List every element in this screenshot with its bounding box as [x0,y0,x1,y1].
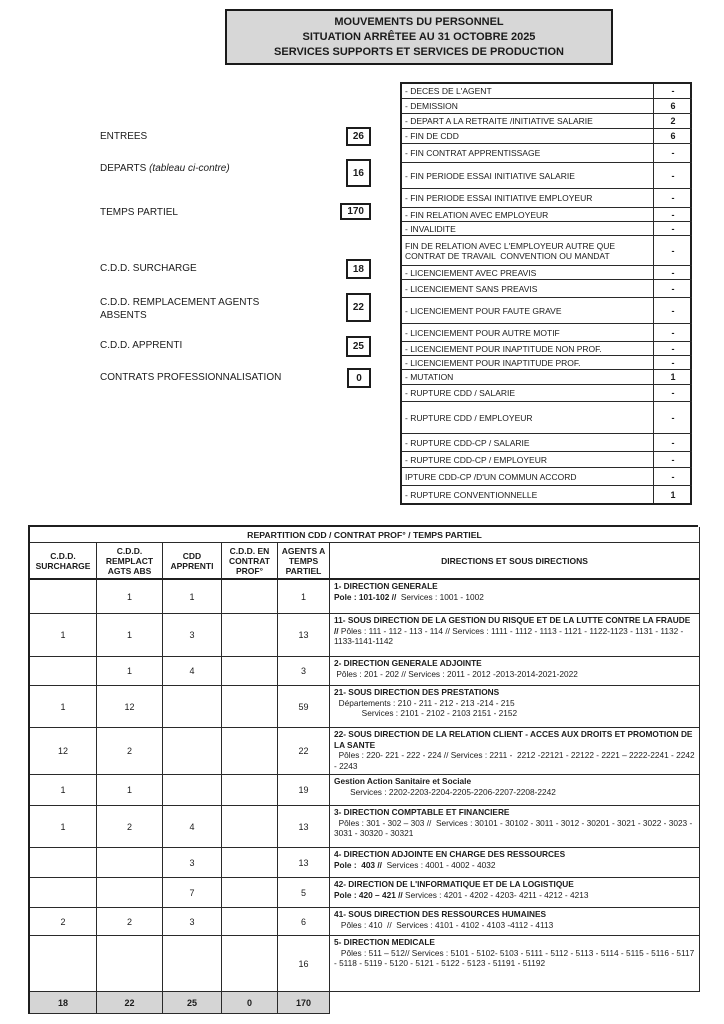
repartition-total-cell: 18 [30,992,97,1014]
summary-label [100,206,282,219]
departure-value: - [654,266,692,280]
repartition-direction-cell [330,686,700,728]
departure-label: - FIN PERIODE ESSAI INITIATIVE EMPLOYEUR [402,189,654,208]
summary-label-text: DEPARTS [100,163,147,174]
departure-value: - [654,434,692,452]
repartition-direction-cell [330,775,700,806]
summary-label-note: (tableau ci-contre) [146,163,230,174]
direction-name: 11- SOUS DIRECTION DE LA GESTION DU RISQUE ET DE LA LUTTE CONTRE LA FRAUDE // [334,615,691,636]
direction-detail-line [334,669,696,680]
summary-item [100,371,371,384]
repartition-count-cell: 2 [97,728,163,775]
summary-label-text: C.D.D. SURCHARGE [100,263,197,274]
summary-label [100,130,282,143]
repartition-direction-cell [330,657,700,686]
departure-label: - LICENCIEMENT POUR FAUTE GRAVE [402,298,654,324]
repartition-count-cell: 1 [30,775,97,806]
header-line-2: SITUATION ARRÊTEE AU 31 OCTOBRE 2025 [302,31,536,43]
repartition-count-cell: 2 [30,908,97,936]
repartition-count-cell: 1 [97,580,163,614]
repartition-total-cell: 22 [97,992,163,1014]
departure-label: - LICENCIEMENT POUR INAPTITUDE NON PROF. [402,342,654,356]
departure-value: - [654,324,692,342]
repartition-direction-cell [330,848,700,878]
departure-label: FIN DE RELATION AVEC L'EMPLOYEUR AUTRE QUE CONTRAT DE TRAVAIL CONVENTION OU MANDAT [402,236,654,266]
departure-value: 1 [670,489,676,500]
departure-value: - [654,342,692,356]
departure-label: - RUPTURE CDD / SALARIE [402,385,654,402]
repartition-count-cell [163,936,222,992]
summary-item [100,339,371,352]
departure-value: - [654,402,692,434]
summary-item [100,296,371,322]
departure-value: 6 [654,129,692,144]
direction-detail-text: Pôles : 201 - 202 // Services : 2011 - 2012 -2013-2014-2021-2022 [334,668,578,679]
repartition-count-cell: 13 [278,806,330,848]
departure-label: - RUPTURE CDD-CP / SALARIE [402,434,654,452]
summary-label [100,162,282,175]
departure-value: - [654,298,692,324]
summary-value-box: 22 [346,293,371,322]
direction-name: 41- SOUS DIRECTION DES RESSOURCES HUMAINES [334,909,547,919]
repartition-title: REPARTITION CDD / CONTRAT PROF° / TEMPS PARTIEL [30,527,700,543]
summary-value-box: 0 [347,368,371,388]
direction-detail-line [334,860,696,871]
departure-value: - [654,280,692,298]
summary-item [100,130,371,143]
direction-name: 4- DIRECTION ADJOINTE EN CHARGE DES RESSOURCES [334,849,566,859]
repartition-count-cell [97,878,163,908]
repartition-total-cell: 0 [222,992,278,1014]
repartition-count-cell: 59 [278,686,330,728]
summary-label [100,371,282,384]
departure-label: - FIN RELATION AVEC EMPLOYEUR [402,208,654,222]
departure-label: - MUTATION [402,370,654,385]
summary-label [100,262,282,275]
header-line-3: SERVICES SUPPORTS ET SERVICES DE PRODUCTION [274,46,564,58]
repartition-direction-cell [330,908,700,936]
summary-item [100,162,371,179]
direction-name: 5- DIRECTION MEDICALE [334,937,435,947]
direction-name: 1- DIRECTION GENERALE [334,581,438,591]
direction-detail-bold: Pole : 420 – 421 // [334,889,403,900]
repartition-count-cell [30,848,97,878]
repartition-count-cell: 2 [97,806,163,848]
direction-detail-line [334,890,696,901]
direction-detail-bold: Pole : 101-102 // [334,591,397,602]
summary-item [100,262,371,275]
departure-label: IPTURE CDD-CP /D'UN COMMUN ACCORD [402,468,654,486]
direction-detail-line [334,818,696,839]
summary-item [100,206,371,219]
repartition-count-cell: 1 [97,614,163,657]
departure-label: - RUPTURE CDD / EMPLOYEUR [402,402,654,434]
repartition-count-cell [222,878,278,908]
direction-detail-inline: Pôles : 111 - 112 - 113 - 114 // Services : 1111 - 1112 - 1113 - 1121 - 1122-1123 - 1131 - 1132 - 1133-1141-1142 [334,625,684,646]
departure-value: - [654,222,692,236]
direction-detail-line [334,708,696,719]
repartition-count-cell: 13 [278,614,330,657]
repartition-count-cell [30,657,97,686]
direction-detail-text: Services : 2202-2203-2204-2205-2206-2207-2208-2242 [334,786,556,797]
repartition-count-cell [97,848,163,878]
summary-label-text: TEMPS PARTIEL [100,207,178,218]
repartition-count-cell [222,848,278,878]
direction-name: 42- DIRECTION DE L'INFORMATIQUE ET DE LA LOGISTIQUE [334,879,574,889]
departure-value: 6 [654,99,692,114]
departure-label: - RUPTURE CONVENTIONNELLE [402,486,654,503]
direction-detail-text: Services : 2101 - 2102 - 2103 2151 - 2152 [334,708,518,718]
repartition-column-header-2: C.D.D. REMPLACT AGTS ABS [97,543,163,580]
departure-label: - FIN DE CDD [402,129,654,144]
departure-value: 2 [654,114,692,129]
summary-label-text: ENTREES [100,131,148,142]
direction-detail-text: Services : 1001 - 1002 [396,591,484,602]
repartition-count-cell: 3 [163,848,222,878]
departure-label: - LICENCIEMENT POUR AUTRE MOTIF [402,324,654,342]
repartition-count-cell: 1 [163,580,222,614]
repartition-count-cell [222,580,278,614]
repartition-count-cell [222,908,278,936]
repartition-column-header-1: C.D.D. SURCHARGE [30,543,97,580]
departure-value: - [654,208,692,222]
repartition-count-cell: 7 [163,878,222,908]
repartition-count-cell [163,686,222,728]
repartition-count-cell [222,775,278,806]
repartition-count-cell: 1 [97,657,163,686]
repartition-count-cell: 1 [30,614,97,657]
departure-value: - [654,385,692,402]
repartition-count-cell [30,580,97,614]
repartition-count-cell: 4 [163,657,222,686]
repartition-column-header-6: DIRECTIONS ET SOUS DIRECTIONS [330,543,700,580]
direction-detail-line [334,948,696,969]
direction-detail-line [334,920,696,931]
departure-label: - LICENCIEMENT AVEC PREAVIS [402,266,654,280]
direction-name: Gestion Action Sanitaire et Sociale [334,776,472,786]
repartition-count-cell: 3 [163,908,222,936]
repartition-count-cell [222,614,278,657]
repartition-empty-cell [330,992,700,1014]
departure-value: - [654,189,692,208]
departure-label: - LICENCIEMENT SANS PREAVIS [402,280,654,298]
repartition-count-cell: 19 [278,775,330,806]
repartition-count-cell: 2 [97,908,163,936]
repartition-total-cell: 170 [278,992,330,1014]
header-line-1: MOUVEMENTS DU PERSONNEL [334,16,504,28]
direction-name: 3- DIRECTION COMPTABLE ET FINANCIERE [334,807,510,817]
repartition-count-cell [222,936,278,992]
repartition-count-cell [222,806,278,848]
repartition-count-cell [163,728,222,775]
repartition-count-cell: 13 [278,848,330,878]
repartition-count-cell: 12 [30,728,97,775]
summary-value-box: 170 [340,203,371,220]
repartition-direction-cell [330,806,700,848]
summary-label-text: C.D.D. REMPLACEMENT AGENTS ABSENTS [100,297,260,321]
direction-name: 22- SOUS DIRECTION DE LA RELATION CLIENT - ACCES AUX DROITS ET PROMOTION DE LA SANTE [334,729,693,750]
departure-label: - FIN CONTRAT APPRENTISSAGE [402,144,654,163]
departure-value: 1 [654,370,692,385]
repartition-count-cell: 5 [278,878,330,908]
direction-detail-text: Pôles : 410 // Services : 4101 - 4102 - 4103 -4112 - 4113 [334,919,554,930]
departure-value: - [654,163,692,189]
direction-name: 2- DIRECTION GENERALE ADJOINTE [334,658,482,668]
direction-detail-line [334,592,696,603]
repartition-direction-cell [330,878,700,908]
summary-label [100,339,282,352]
departure-value: - [654,144,692,163]
departure-value: - [654,356,692,370]
repartition-count-cell [222,728,278,775]
repartition-count-cell [222,686,278,728]
repartition-count-cell [30,878,97,908]
summary-value-box: 16 [346,159,371,187]
departure-label: - DEPART A LA RETRAITE /INITIATIVE SALARIE [402,114,654,129]
repartition-count-cell [163,775,222,806]
direction-detail-text: Pôles : 220- 221 - 222 - 224 // Services : 2211 - 2212 -22121 - 22122 - 2221 – 2222-2241 - 2242 - 2243 [334,750,697,771]
repartition-count-cell: 1 [30,806,97,848]
repartition-count-cell: 1 [278,580,330,614]
departure-label: - RUPTURE CDD-CP / EMPLOYEUR [402,452,654,468]
repartition-table [28,525,698,1014]
repartition-direction-cell [330,580,700,614]
direction-name: 21- SOUS DIRECTION DES PRESTATIONS [334,687,500,697]
direction-detail-text: Départements : 210 - 211 - 212 - 213 -214 - 215 [334,697,515,708]
summary-label [100,296,282,322]
departures-table [400,82,692,505]
direction-detail-text: Services : 4201 - 4202 - 4203- 4211 - 4212 - 4213 [402,889,589,900]
direction-detail-line [334,750,696,771]
repartition-column-header-3: CDD APPRENTI [163,543,222,580]
repartition-direction-cell [330,728,700,775]
departure-label: - DECES DE L'AGENT [402,84,654,99]
repartition-count-cell: 4 [163,806,222,848]
repartition-count-cell [30,936,97,992]
departure-value: - [654,84,692,99]
repartition-count-cell [222,657,278,686]
departure-label: - LICENCIEMENT POUR INAPTITUDE PROF. [402,356,654,370]
repartition-direction-cell [330,936,700,992]
repartition-count-cell: 1 [30,686,97,728]
repartition-count-cell: 22 [278,728,330,775]
repartition-direction-cell [330,614,700,657]
direction-detail-text: Pôles : 511 – 512// Services : 5101 - 5102- 5103 - 5111 - 5112 - 5113 - 5114 - 5115 - 5116 - 5117 - 5118 - 5119 - 5120 - 5121 - 5122 - 5123 - 51191 - 51192 [334,947,697,968]
repartition-count-cell: 6 [278,908,330,936]
document-header [225,9,613,65]
departure-label: - INVALIDITE [402,222,654,236]
summary-value-box: 18 [346,259,371,279]
repartition-count-cell: 1 [97,775,163,806]
departure-label: - DEMISSION [402,99,654,114]
direction-detail-bold: Pole : 403 // [334,859,382,870]
direction-detail-text: Services : 4001 - 4002 - 4032 [381,859,496,870]
direction-detail-line [334,787,696,798]
departure-value: - [654,236,692,266]
repartition-count-cell: 12 [97,686,163,728]
repartition-count-cell: 16 [278,936,330,992]
repartition-column-header-4: C.D.D. EN CONTRAT PROF° [222,543,278,580]
repartition-column-header-5: AGENTS A TEMPS PARTIEL [278,543,330,580]
summary-label-text: CONTRATS PROFESSIONNALISATION [100,372,282,383]
repartition-count-cell [97,936,163,992]
summary-value-box: 25 [346,336,371,357]
departure-value: - [654,468,692,486]
repartition-total-cell: 25 [163,992,222,1014]
repartition-count-cell: 3 [163,614,222,657]
summary-label-text: C.D.D. APPRENTI [100,340,183,351]
departure-value: - [654,452,692,468]
direction-detail-line [334,698,696,709]
summary-value-box: 26 [346,127,371,146]
direction-detail-text: Pôles : 301 - 302 – 303 // Services : 30101 - 30102 - 3011 - 3012 - 30201 - 3021 - 3022 - 3023 - 3031 - 30320 - 30321 [334,817,695,838]
departure-label: - FIN PERIODE ESSAI INITIATIVE SALARIE [402,163,654,189]
repartition-count-cell: 3 [278,657,330,686]
